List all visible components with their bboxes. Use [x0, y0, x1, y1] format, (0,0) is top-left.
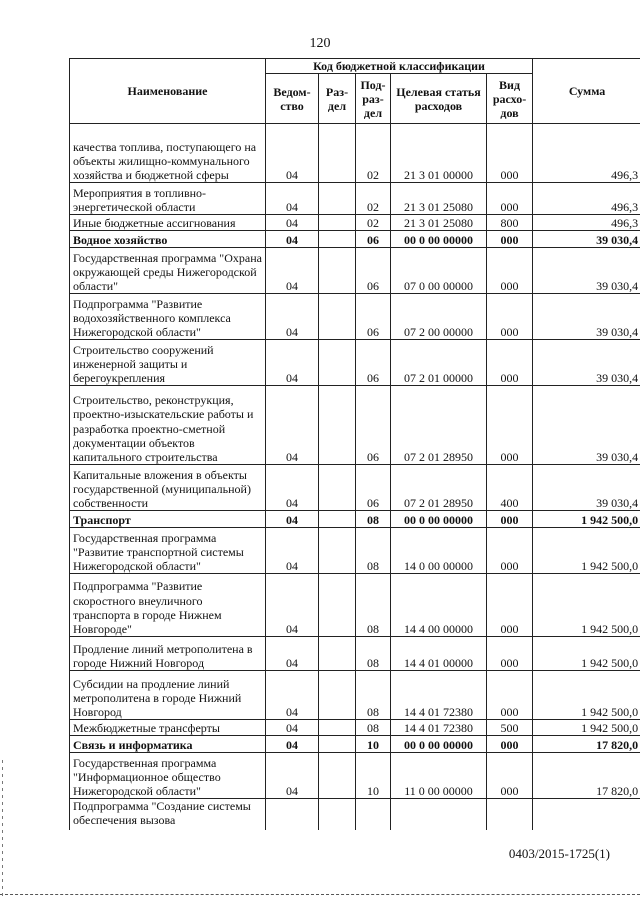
cell-name: Межбюджетные трансферты: [70, 720, 266, 736]
cell-sum: 39 030,4: [533, 231, 640, 248]
cell-department: 04: [266, 340, 319, 386]
table-row: [70, 215, 640, 231]
cell-name: Капитальные вложения в объекты государственной (муниципальной) собственности: [70, 465, 266, 511]
cell-section: [319, 637, 356, 671]
cell-expense-type: 000: [487, 736, 533, 753]
cell-subsection: 10: [356, 753, 391, 799]
cell-subsection: 06: [356, 340, 391, 386]
cell-section: [319, 124, 356, 183]
cell-section: [319, 183, 356, 215]
cell-subsection: 06: [356, 231, 391, 248]
cell-subsection: 10: [356, 736, 391, 753]
cell-subsection: 08: [356, 720, 391, 736]
cell-department: 04: [266, 386, 319, 465]
cell-department: 04: [266, 231, 319, 248]
cell-section: [319, 231, 356, 248]
cell-target-article: 07 2 00 00000: [391, 294, 487, 340]
cell-expense-type: 000: [487, 340, 533, 386]
cell-department: 04: [266, 248, 319, 294]
cell-subsection: 08: [356, 528, 391, 574]
cell-department: 04: [266, 294, 319, 340]
table-row: [70, 124, 640, 183]
cell-sum: 496,3: [533, 215, 640, 231]
cell-sum: 39 030,4: [533, 386, 640, 465]
cell-section: [319, 799, 356, 830]
cell-department: 04: [266, 511, 319, 528]
cell-sum: [533, 799, 640, 830]
table-row: [70, 248, 640, 294]
cell-target-article: 11 0 00 00000: [391, 753, 487, 799]
cell-sum: 17 820,0: [533, 753, 640, 799]
cell-expense-type: 000: [487, 294, 533, 340]
cell-sum: 496,3: [533, 124, 640, 183]
cell-subsection: 02: [356, 215, 391, 231]
table-row: [70, 671, 640, 720]
table-row: [70, 753, 640, 799]
header-sum: Сумма: [533, 59, 640, 124]
cell-target-article: 14 4 00 00000: [391, 574, 487, 637]
table-row: [70, 528, 640, 574]
cell-section: [319, 215, 356, 231]
cell-section: [319, 511, 356, 528]
cell-department: 04: [266, 528, 319, 574]
cell-name: Продление линий метрополитена в городе Нижний Новгород: [70, 637, 266, 671]
cell-section: [319, 574, 356, 637]
table-row: [70, 231, 640, 248]
cell-section: [319, 753, 356, 799]
scan-edge-divider: [0, 894, 640, 897]
document-code: 0403/2015-1725(1): [508, 846, 610, 861]
cell-sum: 496,3: [533, 183, 640, 215]
table-row: [70, 799, 640, 830]
cell-department: 04: [266, 465, 319, 511]
cell-target-article: 14 4 01 72380: [391, 720, 487, 736]
cell-expense-type: 000: [487, 231, 533, 248]
cell-department: 04: [266, 671, 319, 720]
cell-sum: 1 942 500,0: [533, 671, 640, 720]
cell-section: [319, 294, 356, 340]
cell-name: Водное хозяйство: [70, 231, 266, 248]
cell-subsection: 06: [356, 386, 391, 465]
cell-subsection: 02: [356, 183, 391, 215]
header-department: Ведом-ство: [266, 74, 319, 124]
table-row: [70, 386, 640, 465]
cell-section: [319, 465, 356, 511]
cell-subsection: 06: [356, 248, 391, 294]
cell-name: Государственная программа "Информационное общество Нижегородской области": [70, 753, 266, 799]
header-target-article: Целевая статья расходов: [391, 74, 487, 124]
cell-expense-type: 500: [487, 720, 533, 736]
cell-name: Государственная программа "Охрана окружающей среды Нижегородской области": [70, 248, 266, 294]
cell-name: Государственная программа "Развитие транспортной системы Нижегородской области": [70, 528, 266, 574]
cell-sum: 39 030,4: [533, 294, 640, 340]
cell-subsection: 08: [356, 511, 391, 528]
header-subsection: Под-раз-дел: [356, 74, 391, 124]
cell-expense-type: 000: [487, 753, 533, 799]
cell-name: Подпрограмма "Развитие водохозяйственного комплекса Нижегородской области": [70, 294, 266, 340]
cell-target-article: 21 3 01 25080: [391, 183, 487, 215]
header-section: Раз-дел: [319, 74, 356, 124]
cell-department: 04: [266, 753, 319, 799]
cell-name: Подпрограмма "Развитие скоростного внеуличного транспорта в городе Нижнем Новгороде": [70, 574, 266, 637]
header-name: Наименование: [70, 59, 266, 124]
cell-target-article: 14 4 01 00000: [391, 637, 487, 671]
cell-target-article: 14 0 00 00000: [391, 528, 487, 574]
cell-department: 04: [266, 183, 319, 215]
cell-expense-type: 000: [487, 386, 533, 465]
cell-section: [319, 248, 356, 294]
cell-subsection: [356, 799, 391, 830]
cell-expense-type: 000: [487, 574, 533, 637]
cell-sum: 39 030,4: [533, 340, 640, 386]
cell-name: Связь и информатика: [70, 736, 266, 753]
table-row: [70, 183, 640, 215]
cell-subsection: 02: [356, 124, 391, 183]
cell-name: Подпрограмма "Создание системы обеспечения вызова: [70, 799, 266, 830]
cell-subsection: 06: [356, 294, 391, 340]
cell-name: Мероприятия в топливно-энергетической области: [70, 183, 266, 215]
table-row: [70, 511, 640, 528]
table-row: [70, 465, 640, 511]
cell-sum: 17 820,0: [533, 736, 640, 753]
cell-sum: 1 942 500,0: [533, 574, 640, 637]
cell-sum: 1 942 500,0: [533, 528, 640, 574]
budget-table: [69, 58, 640, 830]
cell-sum: 1 942 500,0: [533, 511, 640, 528]
cell-expense-type: 000: [487, 124, 533, 183]
cell-target-article: 00 0 00 00000: [391, 231, 487, 248]
cell-department: 04: [266, 637, 319, 671]
cell-department: 04: [266, 720, 319, 736]
cell-target-article: 07 2 01 28950: [391, 465, 487, 511]
cell-expense-type: 000: [487, 637, 533, 671]
cell-target-article: 00 0 00 00000: [391, 736, 487, 753]
cell-target-article: 21 3 01 25080: [391, 215, 487, 231]
cell-section: [319, 720, 356, 736]
cell-department: 04: [266, 736, 319, 753]
cell-expense-type: 400: [487, 465, 533, 511]
page-number: 120: [309, 36, 331, 51]
table-row: [70, 637, 640, 671]
cell-department: 04: [266, 215, 319, 231]
cell-name: качества топлива, поступающего на объекты жилищно-коммунального хозяйства и бюджетной сферы: [70, 124, 266, 183]
cell-name: Транспорт: [70, 511, 266, 528]
cell-subsection: 08: [356, 574, 391, 637]
cell-department: [266, 799, 319, 830]
cell-name: Субсидии на продление линий метрополитена в городе Нижний Новгород: [70, 671, 266, 720]
cell-expense-type: 000: [487, 511, 533, 528]
table-row: [70, 574, 640, 637]
cell-sum: 1 942 500,0: [533, 720, 640, 736]
cell-subsection: 08: [356, 637, 391, 671]
cell-expense-type: 800: [487, 215, 533, 231]
cell-target-article: 07 0 00 00000: [391, 248, 487, 294]
cell-name: Строительство, реконструкция, проектно-изыскательские работы и разработка проектно-сметной документации объектов капитального строительства: [70, 386, 266, 465]
cell-subsection: 06: [356, 465, 391, 511]
header-classification-group: Код бюджетной классификации: [266, 59, 533, 74]
cell-expense-type: 000: [487, 248, 533, 294]
cell-target-article: 14 4 01 72380: [391, 671, 487, 720]
table-row: [70, 294, 640, 340]
cell-name: Строительство сооружений инженерной защиты и берегоукрепления: [70, 340, 266, 386]
cell-target-article: 07 2 01 28950: [391, 386, 487, 465]
cell-target-article: 07 2 01 00000: [391, 340, 487, 386]
cell-section: [319, 736, 356, 753]
cell-expense-type: 000: [487, 528, 533, 574]
cell-section: [319, 386, 356, 465]
cell-name: Иные бюджетные ассигнования: [70, 215, 266, 231]
cell-section: [319, 340, 356, 386]
cell-target-article: 00 0 00 00000: [391, 511, 487, 528]
cell-expense-type: 000: [487, 183, 533, 215]
cell-department: 04: [266, 574, 319, 637]
cell-sum: 39 030,4: [533, 248, 640, 294]
table-row: [70, 720, 640, 736]
table-row: [70, 736, 640, 753]
cell-target-article: 21 3 01 00000: [391, 124, 487, 183]
table-body: [70, 124, 640, 830]
cell-sum: 1 942 500,0: [533, 637, 640, 671]
cell-expense-type: [487, 799, 533, 830]
cell-section: [319, 528, 356, 574]
scan-left-margin-mark: [2, 760, 3, 900]
cell-expense-type: 000: [487, 671, 533, 720]
table-row: [70, 340, 640, 386]
cell-subsection: 08: [356, 671, 391, 720]
cell-target-article: [391, 799, 487, 830]
cell-department: 04: [266, 124, 319, 183]
cell-sum: 39 030,4: [533, 465, 640, 511]
cell-section: [319, 671, 356, 720]
header-expense-type: Вид расхо-дов: [487, 74, 533, 124]
